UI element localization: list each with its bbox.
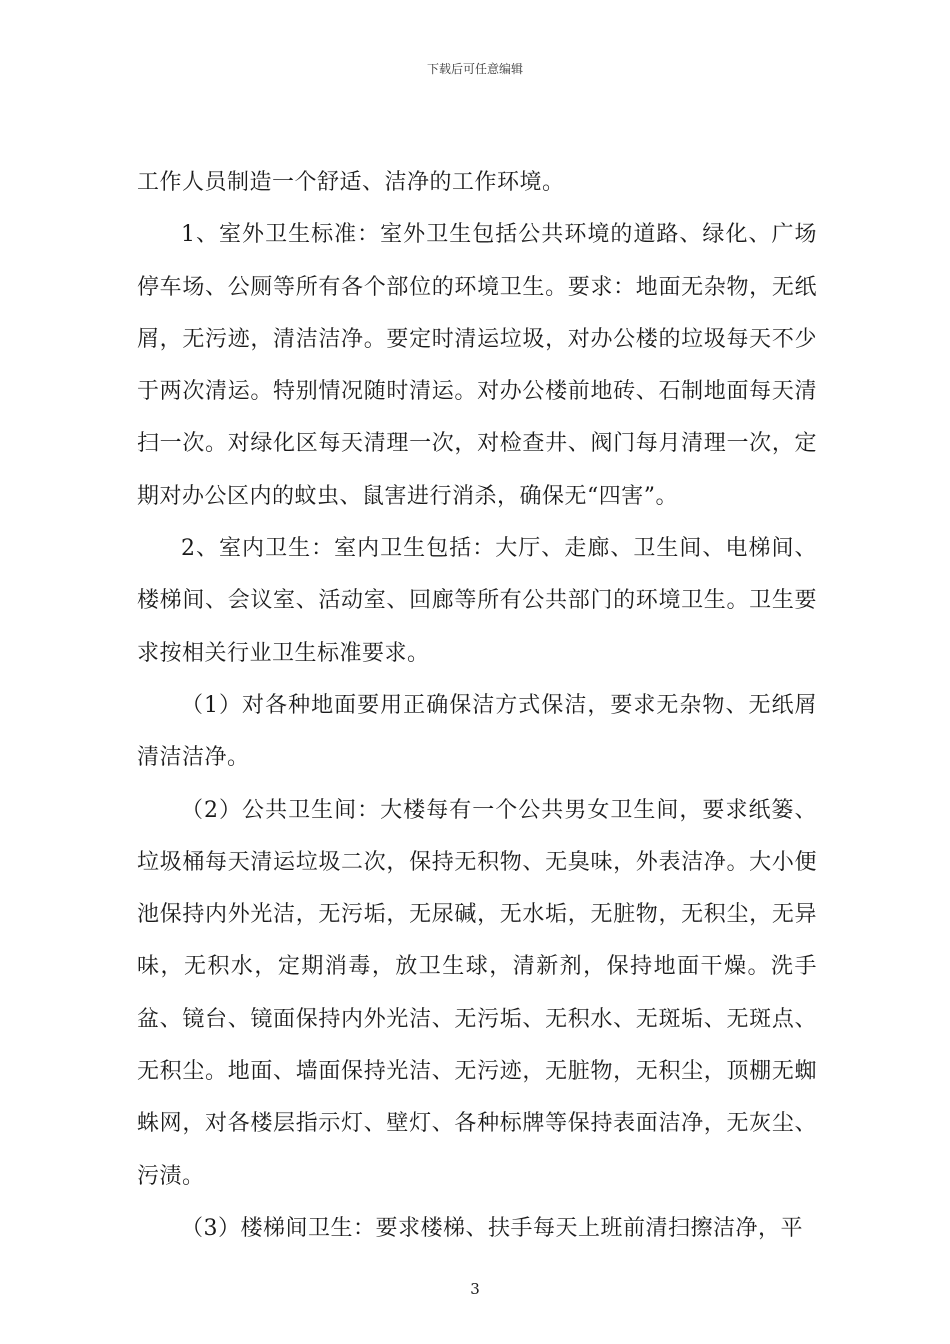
paragraph-indoor-hygiene: 2、室内卫生：室内卫生包括：大厅、走廊、卫生间、电梯间、楼梯间、会议室、活动室、回廊等所有公共部门的环境卫生。卫生要求按相关行业卫生标准要求。 [137, 536, 817, 666]
paragraph-floor-cleaning: （1）对各种地面要用正确保洁方式保洁，要求无杂物、无纸屑清洁洁净。 [137, 692, 817, 771]
page-header: 下载后可任意编辑 [426, 62, 523, 76]
paragraph-stairwell: （3）楼梯间卫生：要求楼梯、扶手每天上班前清扫擦洁净，平 [181, 1215, 803, 1241]
paragraph-outdoor-hygiene: 1、室外卫生标准：室外卫生包括公共环境的道路、绿化、广场停车场、公厕等所有各个部位的环境卫生。要求：地面无杂物，无纸屑，无污迹，清洁洁净。要定时清运垃圾，对办公楼的垃圾每天不少于两次清运。特别情况随时清运。对办公楼前地砖、石制地面每天清扫一次。对绿化区每天清理一次，对检查井、阀门每月清理一次，定期对办公区内的蚊虫、鼠害进行消杀，确保无“四害”。 [137, 222, 817, 509]
page-number: 3 [470, 1280, 480, 1298]
paragraph-continuation: 工作人员制造一个舒适、洁净的工作环境。 [137, 170, 565, 195]
paragraph-public-restroom: （2）公共卫生间：大楼每有一个公共男女卫生间，要求纸篓、垃圾桶每天清运垃圾二次，保持无积物、无臭味，外表洁净。大小便池保持内外光洁，无污垢，无尿碱，无水垢，无脏物，无积尘，无异味，无积水，定期消毒，放卫生球，清新剂，保持地面干燥。洗手盆、镜台、镜面保持内外光洁、无污垢、无积水、无斑垢、无斑点、无积尘。地面、墙面保持光洁、无污迹，无脏物，无积尘，顶棚无蜘蛛网，对各楼层指示灯、壁灯、各种标牌等保持表面洁净，无灰尘、污渍。 [137, 797, 817, 1189]
document-body [137, 157, 817, 1255]
